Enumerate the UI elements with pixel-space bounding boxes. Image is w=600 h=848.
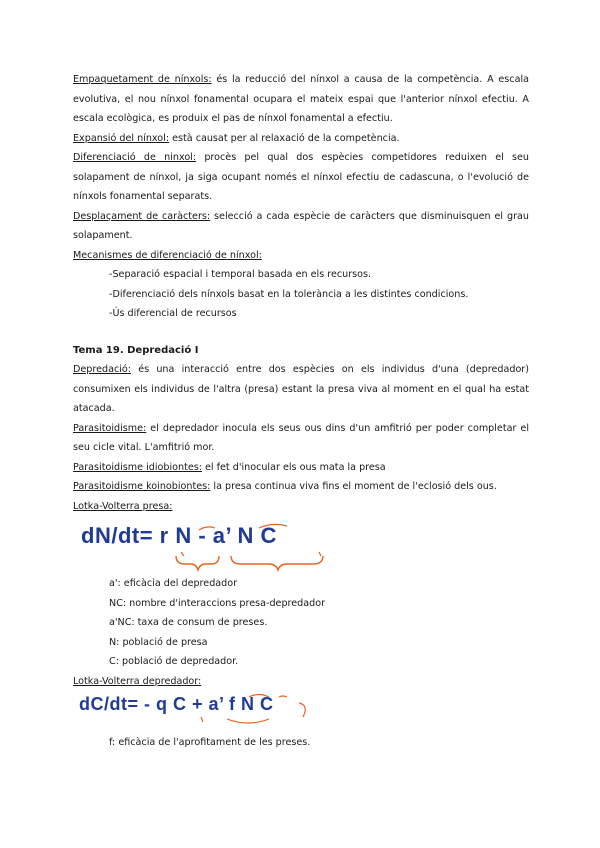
paragraph-character-displacement xyxy=(73,207,529,246)
mechanisms-list xyxy=(73,265,529,324)
annotation-mark xyxy=(299,703,305,717)
annotation-mark xyxy=(181,552,184,556)
term-predation: Depredació: xyxy=(73,364,132,375)
paragraph-mechanisms xyxy=(73,246,529,266)
annotation-mark xyxy=(249,695,269,698)
paragraph-predation xyxy=(73,360,529,419)
term-lotka-volterra-prey: Lotka-Volterra presa: xyxy=(73,500,173,512)
paragraph-niche-differentiation xyxy=(73,148,529,207)
text-niche-packing: és la reducció del nínxol a causa de la competència. A escala evolutiva, el nou nínxol fonamental ocupara el mateix espai que l'anterior nínxol efectiu. A escala ecològica, es produix el pas de nínxol fonamental a efectiu. xyxy=(73,74,529,124)
formula-prey-text: dN/dt= r N - a’ N C xyxy=(81,523,277,548)
list-item: -Separació espacial i temporal basada en els recursos. xyxy=(109,269,372,280)
text-koinobionts: la presa continua viva fins el moment de l'eclosió dels ous. xyxy=(210,481,497,492)
formula-predator-text: dC/dt= - q C + a’ f N C xyxy=(79,694,274,714)
legend-item: C: població de depredador. xyxy=(109,656,239,667)
legend-item: f: eficàcia de l'aprofitament de les preses. xyxy=(109,737,311,748)
formula-predator-annotations xyxy=(73,693,529,729)
legend-item: NC: nombre d'interaccions presa-depredador xyxy=(109,597,326,609)
term-idiobionts: Parasitoidisme idiobiontes: xyxy=(73,461,202,473)
text-predation: és una interacció entre dos espècies on els individus d'una (depredador) consumixen els individus de l'altra (presa) estant la presa viva al moment en el qual ha estat atacada. xyxy=(73,364,529,414)
paragraph-niche-packing xyxy=(73,70,529,129)
paragraph-niche-expansion xyxy=(73,129,529,149)
brace-rn xyxy=(176,556,219,570)
legend-prey-equation xyxy=(73,574,529,672)
list-item: -Ús diferencial de recursos xyxy=(109,308,237,319)
paragraph-idiobionts xyxy=(73,458,529,478)
term-niche-expansion: Expansió del nínxol: xyxy=(73,132,170,144)
text-parasitoidism: el depredador inocula els seus ous dins d'un amfitrió per poder completar el seu cicle vital. L'amfitrió mor. xyxy=(73,422,529,453)
annotation-mark xyxy=(259,524,287,528)
term-niche-packing: Empaquetament de nínxols: xyxy=(73,74,212,85)
paragraph-parasitoidism xyxy=(73,419,529,458)
formula-prey-equation xyxy=(73,522,529,570)
term-koinobionts: Parasitoidisme koinobiontes: xyxy=(73,481,211,492)
formula-prey-annotations xyxy=(73,522,529,570)
text-idiobionts: el fet d'inocular els ous mata la presa xyxy=(201,461,386,473)
brace-anc xyxy=(231,556,323,570)
legend-item: a': eficàcia del depredador xyxy=(109,578,238,589)
formula-predator-equation xyxy=(73,693,529,729)
text-niche-differentiation: procès pel qual dos espècies competidores reduixen el seu solapament de nínxol, ja siga ocupant només el nínxol efectiu de cadascuna, o l'evolució de nínxols fonamental separats. xyxy=(73,152,529,202)
text-niche-expansion: està causat per al relaxació de la competència. xyxy=(169,132,400,144)
legend-item: N: població de presa xyxy=(109,636,208,648)
term-lotka-volterra-predator: Lotka-Volterra depredador: xyxy=(73,675,202,687)
legend-item: a'NC: taxa de consum de preses. xyxy=(109,617,268,628)
annotation-mark xyxy=(319,552,321,556)
term-character-displacement: Desplaçament de caràcters: xyxy=(73,210,211,222)
section-title: Tema 19. Depredació I xyxy=(73,344,199,356)
term-mechanisms: Mecanismes de diferenciació de nínxol: xyxy=(73,249,262,261)
legend-predator-equation xyxy=(73,733,529,753)
text-character-displacement: selecció a cada espècie de caràcters que disminuisquen el grau solapament. xyxy=(73,210,529,241)
heading-lotka-volterra-predator xyxy=(73,672,529,692)
annotation-mark xyxy=(199,527,215,530)
annotation-mark xyxy=(227,719,269,723)
term-niche-differentiation: Diferenciació de ninxol: xyxy=(73,152,197,163)
paragraph-koinobionts xyxy=(73,477,529,497)
term-parasitoidism: Parasitoidisme: xyxy=(73,422,147,434)
annotation-mark xyxy=(279,696,287,697)
annotation-mark xyxy=(201,717,203,722)
heading-lotka-volterra-prey xyxy=(73,497,529,517)
document-page xyxy=(73,70,529,753)
list-item: -Diferenciació dels nínxols basat en la tolerància a les distintes condicions. xyxy=(109,288,469,300)
